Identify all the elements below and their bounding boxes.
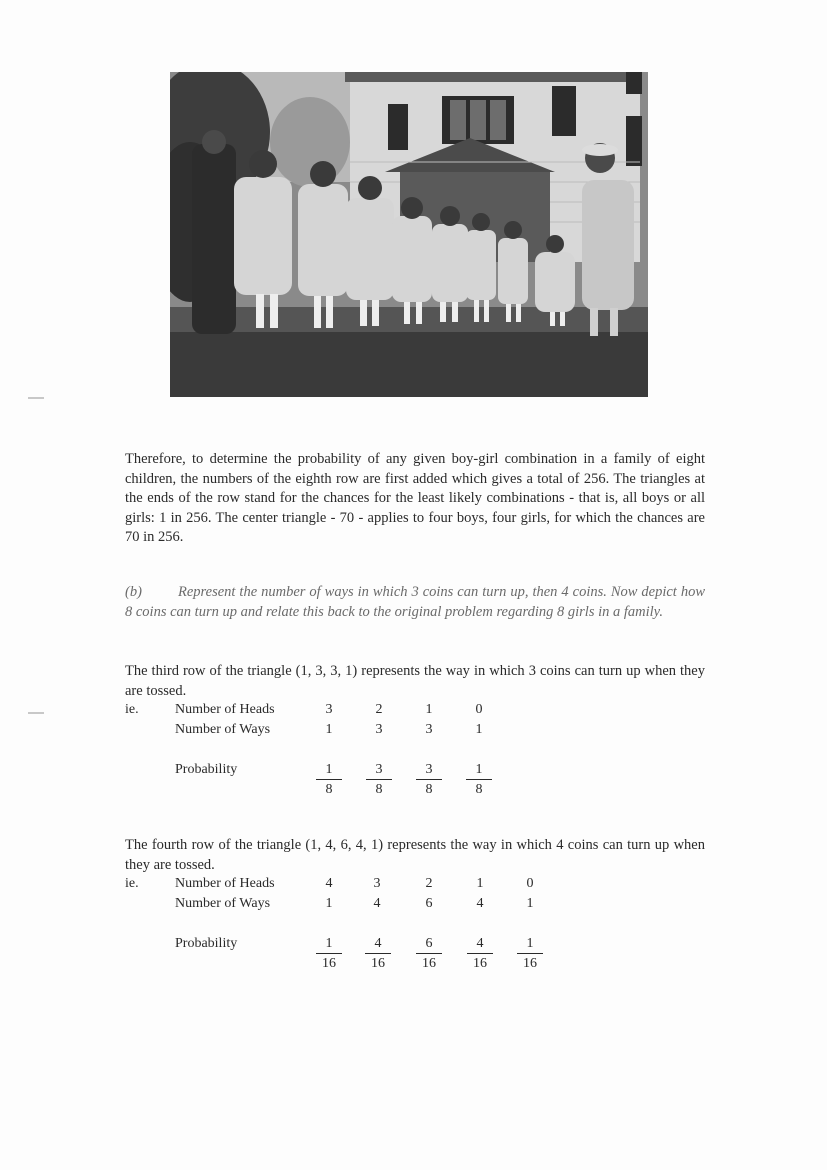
ways-label: Number of Ways <box>175 896 271 911</box>
ways-label: Number of Ways <box>175 722 271 737</box>
probability-fraction <box>517 936 543 971</box>
question-label: (b) <box>125 584 142 600</box>
ways-value: 1 <box>526 896 534 911</box>
heads-value: 1 <box>425 702 433 717</box>
ways-value: 1 <box>325 896 333 911</box>
ways-value: 4 <box>476 896 484 911</box>
probability-fraction <box>416 936 442 971</box>
probability-fraction <box>316 762 342 797</box>
paragraph-three-coins: The third row of the triangle (1, 3, 3, 1) represents the way in which 3 coins can turn up when they are tossed. <box>125 663 705 699</box>
fraction-denominator: 16 <box>473 956 487 971</box>
ways-value: 3 <box>375 722 383 737</box>
ways-value: 3 <box>425 722 433 737</box>
heads-value: 3 <box>373 876 381 891</box>
ie-label: ie. <box>125 876 139 891</box>
probability-fraction <box>466 762 492 797</box>
family-photo-icon <box>170 72 648 397</box>
fraction-numerator: 3 <box>366 762 392 780</box>
probability-label: Probability <box>175 936 238 951</box>
fraction-numerator: 6 <box>416 936 442 954</box>
heads-value: 3 <box>325 702 333 717</box>
ways-value: 6 <box>425 896 433 911</box>
fraction-numerator: 4 <box>467 936 493 954</box>
heads-label: Number of Heads <box>175 876 275 891</box>
family-photo <box>170 72 648 397</box>
probability-fraction <box>365 936 391 971</box>
probability-fraction <box>316 936 342 971</box>
paragraph-four-coins: The fourth row of the triangle (1, 4, 6, 4, 1) represents the way in which 4 coins can turn up when they are tossed. <box>125 837 705 873</box>
ways-value: 1 <box>325 722 333 737</box>
fraction-denominator: 8 <box>475 782 483 797</box>
ie-label: ie. <box>125 702 139 717</box>
margin-mark <box>28 712 44 714</box>
fraction-numerator: 4 <box>365 936 391 954</box>
question-b <box>125 583 705 622</box>
fraction-numerator: 1 <box>466 762 492 780</box>
heads-value: 4 <box>325 876 333 891</box>
probability-fraction <box>416 762 442 797</box>
fraction-numerator: 1 <box>316 936 342 954</box>
heads-value: 1 <box>476 876 484 891</box>
fraction-numerator: 3 <box>416 762 442 780</box>
heads-value: 0 <box>526 876 534 891</box>
probability-fraction <box>467 936 493 971</box>
margin-mark <box>28 397 44 399</box>
ways-value: 1 <box>475 722 483 737</box>
fraction-numerator: 1 <box>517 936 543 954</box>
heads-label: Number of Heads <box>175 702 275 717</box>
fraction-numerator: 1 <box>316 762 342 780</box>
heads-value: 0 <box>475 702 483 717</box>
fraction-denominator: 8 <box>375 782 383 797</box>
heads-value: 2 <box>375 702 383 717</box>
probability-label: Probability <box>175 762 238 777</box>
table-three-coins <box>125 700 685 800</box>
fraction-denominator: 8 <box>325 782 333 797</box>
question-text: Represent the number of ways in which 3 coins can turn up, then 4 coins. Now depict how 8 coins can turn up and relate this back to the original problem regarding 8 girls in a family. <box>125 584 705 620</box>
fraction-denominator: 16 <box>322 956 336 971</box>
fraction-denominator: 16 <box>371 956 385 971</box>
table-four-coins <box>125 874 685 974</box>
heads-value: 2 <box>425 876 433 891</box>
fraction-denominator: 16 <box>422 956 436 971</box>
fraction-denominator: 8 <box>425 782 433 797</box>
fraction-denominator: 16 <box>523 956 537 971</box>
ways-value: 4 <box>373 896 381 911</box>
probability-fraction <box>366 762 392 797</box>
paragraph-conclusion: Therefore, to determine the probability of any given boy-girl combination in a family of eight children, the numbers of the eighth row are first added which gives a total of 256. The triangles at the ends of the row stand for the chances for the least likely combinations - that is, all boys or all girls: 1 in 256. The center triangle - 70 - applies to four boys, four girls, for which the chances are 70 in 256. <box>125 451 705 545</box>
